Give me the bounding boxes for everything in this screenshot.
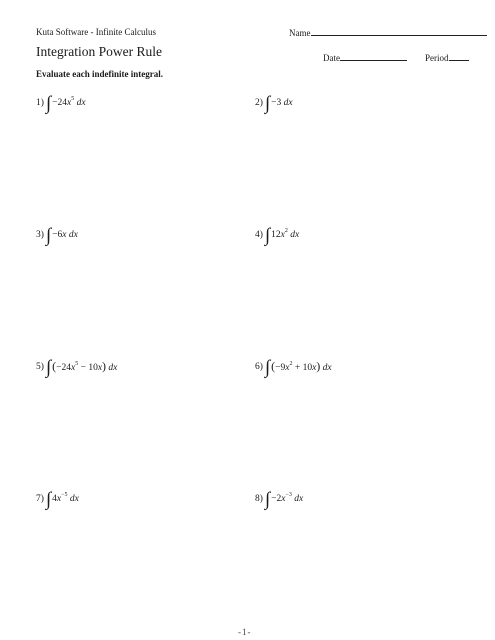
problem-expression: $(-9x^2 + 10x)$ dx: [271, 359, 332, 373]
source-label: Kuta Software - Infinite Calculus: [36, 27, 156, 37]
date-label: Date: [323, 53, 340, 63]
problem-number: 8): [255, 493, 263, 504]
problem-1: [36, 93, 86, 112]
problem-8: [255, 489, 303, 508]
problem-5: [36, 357, 117, 376]
integral-sign: ∫: [45, 357, 52, 378]
problem-number: 4): [255, 229, 263, 240]
problem-6: [255, 357, 332, 376]
problem-number: 7): [36, 493, 44, 504]
problem-expression: $4x^{-5}$ dx: [52, 491, 79, 504]
problem-2: [255, 93, 293, 112]
problem-expression: $-24x^5$ dx: [52, 95, 86, 108]
name-line: [311, 27, 487, 36]
problem-number: 2): [255, 97, 263, 108]
integral-sign: ∫: [264, 357, 271, 378]
period-field[interactable]: [425, 52, 469, 63]
problem-7: [36, 489, 79, 508]
page-title: Integration Power Rule: [36, 44, 162, 59]
period-label: Period: [425, 53, 449, 63]
integral-sign: ∫: [45, 489, 52, 510]
problem-number: 6): [255, 361, 263, 372]
problem-expression: $12x^2$ dx: [271, 227, 300, 240]
problem-expression: −6x dx: [52, 229, 78, 240]
integral-sign: ∫: [264, 225, 271, 246]
problem-number: 1): [36, 97, 44, 108]
name-label: Name: [289, 28, 311, 38]
period-line: [449, 52, 469, 61]
name-field[interactable]: [289, 27, 487, 38]
problem-expression: −3 dx: [271, 97, 293, 108]
problem-number: 3): [36, 229, 44, 240]
instructions: Evaluate each indefinite integral.: [36, 69, 163, 79]
problem-expression: $-2x^{-3}$ dx: [271, 491, 304, 504]
problem-4: [255, 225, 299, 244]
integral-sign: ∫: [45, 225, 52, 246]
date-field[interactable]: [323, 52, 407, 63]
problem-number: 5): [36, 361, 44, 372]
integral-sign: ∫: [45, 93, 52, 114]
integral-sign: ∫: [264, 489, 271, 510]
problem-3: [36, 225, 78, 244]
problem-expression: $(-24x^5 - 10x)$ dx: [52, 359, 118, 373]
integral-sign: ∫: [264, 93, 271, 114]
date-line: [340, 52, 407, 61]
page-number: -1-: [238, 627, 252, 637]
